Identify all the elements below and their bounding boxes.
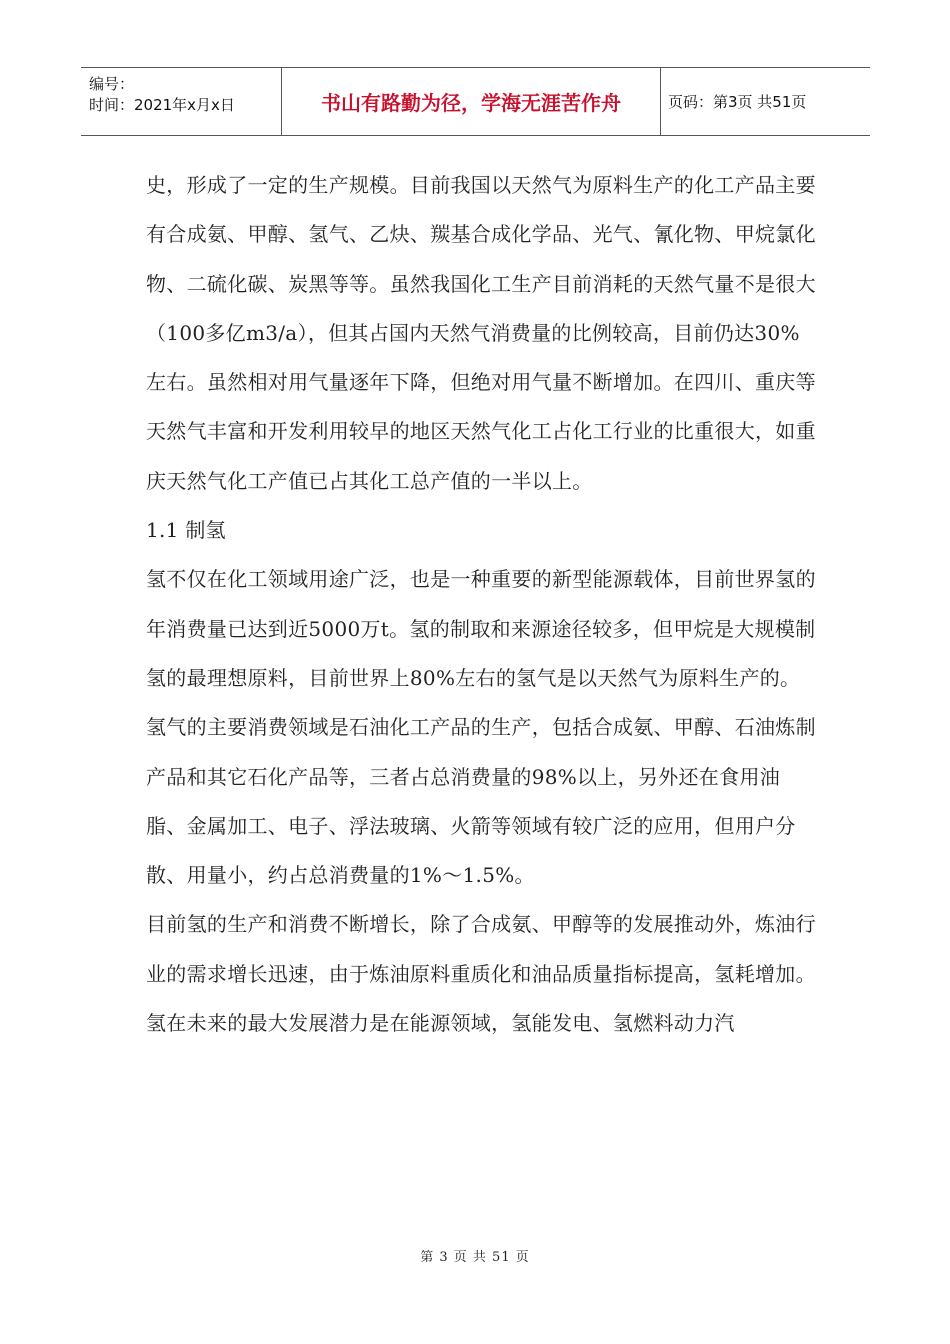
section-heading: 1.1 制氢 (146, 518, 226, 543)
document-body (146, 161, 818, 1048)
paragraph: 氢在未来的最大发展潜力是在能源领域，氢能发电、氢燃料动力汽 (146, 1011, 735, 1036)
paragraph: 目前氢的生产和消费不断增长，除了合成氨、甲醇等的发展推动外，炼油行业的需求增长迅速，由于炼油原料重质化和油品质量指标提高，氢耗增加。 (146, 912, 816, 986)
header-meta (81, 68, 281, 135)
number-label: 编号： (89, 75, 135, 93)
page-footer: 第 3 页 共 51 页 (420, 1250, 530, 1265)
header-page-label: 页码：第3页 共51页 (668, 93, 807, 111)
paragraph: 史，形成了一定的生产规模。目前我国以天然气为原料生产的化工产品主要有合成氨、甲醇、氢气、乙炔、羰基合成化学品、光气、氰化物、甲烷氯化物、二硫化碳、炭黑等等。虽然我国化工生产目前消耗的天然气量不是很大（100多亿m3/a），但其占国内天然气消费量的比例较高，目前仍达30%左右。虽然相对用气量逐年下降，但绝对用气量不断增加。在四川、重庆等天然气丰富和开发利用较早的地区天然气化工占化工行业的比重很大，如重庆天然气化工产值已占其化工总产值的一半以上。 (146, 173, 816, 493)
paragraph: 氢不仅在化工领域用途广泛，也是一种重要的新型能源载体，目前世界氢的年消费量已达到近5000万t。氢的制取和来源途径较多，但甲烷是大规模制氢的最理想原料，目前世界上80%左右的氢气是以天然气为原料生产的。氢气的主要消费领域是石油化工产品的生产，包括合成氨、甲醇、石油炼制产品和其它石化产品等，三者占总消费量的98%以上，另外还在食用油脂、金属加工、电子、浮法玻璃、火箭等领域有较广泛的应用，但用户分散、用量小，约占总消费量的1%～1.5%。 (146, 567, 816, 888)
header-motto: 书山有路勤为径，学海无涯苦作舟 (281, 68, 661, 135)
page-header (81, 67, 870, 136)
date-label: 时间：2021年x月x日 (89, 96, 235, 114)
